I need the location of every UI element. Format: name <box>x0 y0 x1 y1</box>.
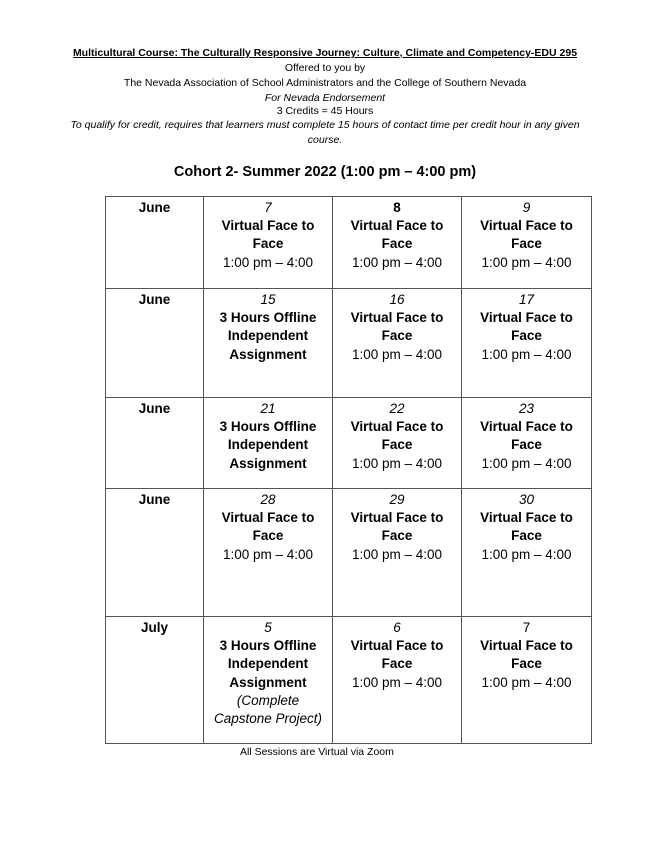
session-title: Face <box>381 437 413 453</box>
session-cell <box>462 197 592 289</box>
session-title: Face <box>511 328 542 344</box>
session-cell <box>333 289 462 398</box>
footer-note: All Sessions are Virtual via Zoom <box>240 746 394 758</box>
session-day: 7 <box>522 620 531 635</box>
session-day: 28 <box>260 492 276 507</box>
session-time: 1:00 pm – 4:00 <box>481 546 572 562</box>
session-day: 6 <box>393 620 401 635</box>
schedule-row <box>106 398 592 489</box>
session-title: Virtual Face to <box>480 310 573 326</box>
session-cell <box>462 617 592 744</box>
session-title: Virtual Face to <box>221 218 315 234</box>
session-title: Face <box>381 328 413 344</box>
session-title: Assignment <box>229 674 307 690</box>
session-title: Virtual Face to <box>480 638 573 654</box>
cohort-heading: Cohort 2- Summer 2022 (1:00 pm – 4:00 pm) <box>173 164 477 180</box>
session-title: Face <box>252 236 284 252</box>
session-title: Face <box>381 236 413 252</box>
session-cell <box>333 398 462 489</box>
schedule-table <box>105 196 592 744</box>
session-cell <box>204 197 333 289</box>
session-title: Face <box>511 236 542 252</box>
qualify-note: To qualify for credit, requires that learners must complete 15 hours of contact time per credit hour in any given course. <box>70 119 580 146</box>
session-title: Independent <box>227 328 309 344</box>
organizations: The Nevada Association of School Administrators and the College of Southern Nevada <box>123 77 527 89</box>
month-cell: June <box>106 289 204 398</box>
session-title: Assignment <box>229 346 307 362</box>
session-day: 21 <box>260 401 276 416</box>
session-day: 8 <box>393 200 401 215</box>
session-day: 7 <box>264 200 272 215</box>
session-time: 1:00 pm – 4:00 <box>481 455 572 471</box>
session-title: Virtual Face to <box>480 419 573 435</box>
session-time: 1:00 pm – 4:00 <box>351 546 443 562</box>
session-day: 22 <box>389 401 405 416</box>
session-time: 1:00 pm – 4:00 <box>351 254 443 270</box>
session-title: Virtual Face to <box>350 218 444 234</box>
session-cell <box>204 489 333 617</box>
session-title: 3 Hours Offline <box>219 310 317 326</box>
session-title: Independent <box>227 437 309 453</box>
session-time: 1:00 pm – 4:00 <box>481 346 572 362</box>
session-cell <box>333 617 462 744</box>
session-time: 1:00 pm – 4:00 <box>481 674 572 690</box>
session-title: Face <box>511 437 542 453</box>
session-cell <box>333 197 462 289</box>
month-cell: June <box>106 197 204 289</box>
session-title: Independent <box>227 656 309 672</box>
session-cell <box>333 489 462 617</box>
session-title: Face <box>381 656 413 672</box>
session-cell <box>462 398 592 489</box>
schedule-row <box>106 617 592 744</box>
session-title: Virtual Face to <box>221 510 315 526</box>
session-title: Face <box>381 528 413 544</box>
session-day: 30 <box>518 492 535 507</box>
session-time: 1:00 pm – 4:00 <box>222 546 314 562</box>
session-note: Capstone Project) <box>213 711 323 727</box>
session-title: Virtual Face to <box>350 310 444 326</box>
month-cell: July <box>106 617 204 744</box>
session-day: 16 <box>389 292 405 307</box>
session-cell <box>204 289 333 398</box>
course-title: Multicultural Course: The Culturally Responsive Journey: Culture, Climate and Competency-EDU 295 <box>72 47 578 59</box>
session-day: 15 <box>260 292 276 307</box>
session-title: Face <box>511 656 542 672</box>
session-day: 5 <box>264 620 272 635</box>
endorsement: For Nevada Endorsement <box>264 92 386 104</box>
session-cell <box>204 398 333 489</box>
month-cell: June <box>106 489 204 617</box>
session-day: 29 <box>389 492 405 507</box>
session-cell <box>462 489 592 617</box>
session-title: Face <box>252 528 284 544</box>
session-time: 1:00 pm – 4:00 <box>351 455 443 471</box>
session-day: 9 <box>522 200 531 215</box>
session-title: Virtual Face to <box>480 510 573 526</box>
session-time: 1:00 pm – 4:00 <box>351 346 443 362</box>
session-title: Virtual Face to <box>480 218 573 234</box>
session-note: (Complete <box>236 692 300 708</box>
session-title: Face <box>511 528 542 544</box>
session-day: 23 <box>518 401 535 416</box>
schedule-row <box>106 489 592 617</box>
session-title: Virtual Face to <box>350 419 444 435</box>
session-title: Virtual Face to <box>350 510 444 526</box>
session-title: Assignment <box>229 455 307 471</box>
session-title: 3 Hours Offline <box>219 419 317 435</box>
session-title: Virtual Face to <box>350 638 444 654</box>
schedule-row <box>106 289 592 398</box>
session-time: 1:00 pm – 4:00 <box>481 254 572 270</box>
session-cell <box>462 289 592 398</box>
session-time: 1:00 pm – 4:00 <box>222 254 314 270</box>
month-cell: June <box>106 398 204 489</box>
session-cell <box>204 617 333 744</box>
credits: 3 Credits = 45 Hours <box>276 105 374 117</box>
session-title: 3 Hours Offline <box>219 638 317 654</box>
schedule-row <box>106 197 592 289</box>
session-time: 1:00 pm – 4:00 <box>351 674 443 690</box>
offered-by: Offered to you by <box>284 62 366 74</box>
session-day: 17 <box>518 292 535 307</box>
